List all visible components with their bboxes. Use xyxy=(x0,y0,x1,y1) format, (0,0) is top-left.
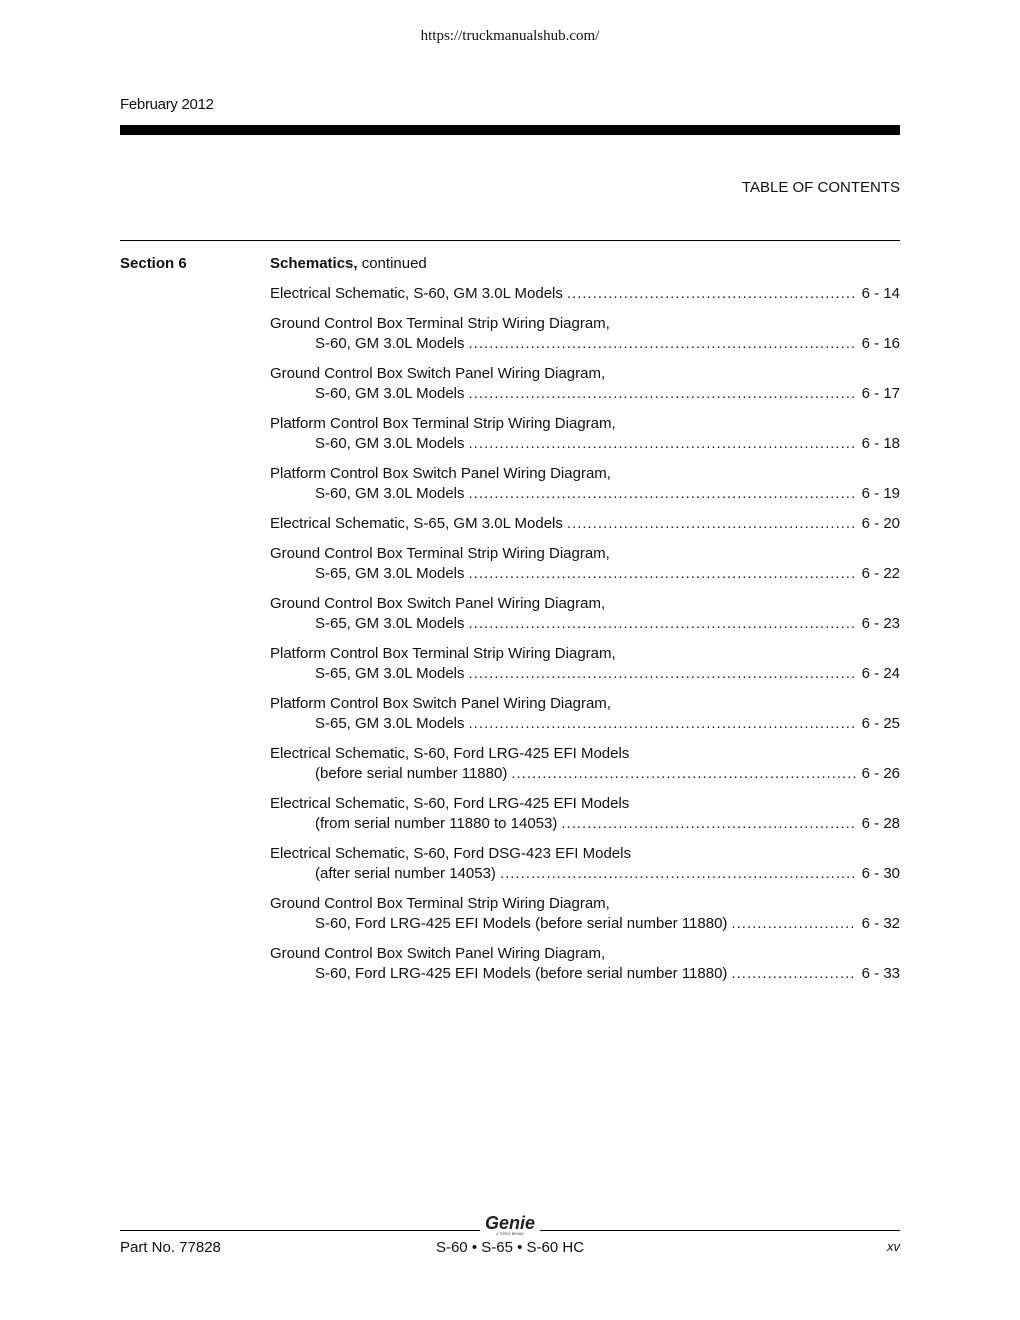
toc-entry-page: 6 - 30 xyxy=(861,865,900,882)
toc-entry xyxy=(270,544,900,584)
dot-leader xyxy=(567,284,856,304)
toc-entry-title: Platform Control Box Terminal Strip Wiring Diagram, xyxy=(270,415,616,432)
toc-entry-page: 6 - 25 xyxy=(861,715,900,732)
toc-entry-title: Platform Control Box Switch Panel Wiring Diagram, xyxy=(270,695,611,712)
toc-entry-subtitle: S-60, GM 3.0L Models xyxy=(315,435,465,452)
toc-entry-subtitle: S-65, GM 3.0L Models xyxy=(315,615,465,632)
toc-entry-subtitle: (after serial number 14053) xyxy=(315,865,496,882)
toc-entry-subtitle: S-60, GM 3.0L Models xyxy=(315,485,465,502)
toc-entry-title: Electrical Schematic, S-65, GM 3.0L Models xyxy=(270,515,563,532)
toc-entry-page: 6 - 33 xyxy=(861,965,900,982)
toc-entry xyxy=(270,794,900,834)
toc-entry-subtitle: S-60, Ford LRG-425 EFI Models (before serial number 11880) xyxy=(315,965,728,982)
toc-entry-subtitle: S-60, GM 3.0L Models xyxy=(315,335,465,352)
toc-entry-page: 6 - 18 xyxy=(861,435,900,452)
toc-entry-page: 6 - 20 xyxy=(861,515,900,532)
toc-entry-title: Ground Control Box Terminal Strip Wiring Diagram, xyxy=(270,895,610,912)
toc-entry xyxy=(270,514,900,534)
genie-logo xyxy=(478,1210,542,1236)
footer-rule-left xyxy=(120,1230,480,1231)
toc-entry-title: Platform Control Box Terminal Strip Wiring Diagram, xyxy=(270,645,616,662)
section-label: Section 6 xyxy=(120,255,187,272)
toc-entry xyxy=(270,594,900,634)
dot-leader xyxy=(511,764,855,784)
toc-entry-page: 6 - 22 xyxy=(861,565,900,582)
toc-entry-subtitle: S-65, GM 3.0L Models xyxy=(315,665,465,682)
toc-entry-title: Electrical Schematic, S-60, Ford DSG-423 EFI Models xyxy=(270,845,631,862)
toc-entry-page: 6 - 28 xyxy=(861,815,900,832)
toc-entry xyxy=(270,944,900,984)
toc-entry-subtitle: (from serial number 11880 to 14053) xyxy=(315,815,558,832)
dot-leader xyxy=(500,864,856,884)
toc-entry xyxy=(270,464,900,504)
toc-entry-subtitle: S-65, GM 3.0L Models xyxy=(315,715,465,732)
toc-entry xyxy=(270,364,900,404)
toc-entry-title: Electrical Schematic, S-60, GM 3.0L Models xyxy=(270,285,563,302)
dot-leader xyxy=(731,964,855,984)
toc-entry-title: Ground Control Box Switch Panel Wiring Diagram, xyxy=(270,365,606,382)
model-list: S-60 • S-65 • S-60 HC xyxy=(435,1239,585,1256)
page-title: TABLE OF CONTENTS xyxy=(741,179,900,196)
toc-entry xyxy=(270,894,900,934)
toc-entry-subtitle: S-60, GM 3.0L Models xyxy=(315,385,465,402)
revision-date: February 2012 xyxy=(120,96,214,113)
section-heading-title: Schematics, xyxy=(270,255,358,272)
dot-leader xyxy=(469,384,856,404)
dot-leader xyxy=(731,914,855,934)
toc-entry-title: Ground Control Box Switch Panel Wiring Diagram, xyxy=(270,945,606,962)
footer-rule-right xyxy=(540,1230,900,1231)
toc-entry-title: Ground Control Box Switch Panel Wiring Diagram, xyxy=(270,595,606,612)
toc-entry-title: Platform Control Box Switch Panel Wiring Diagram, xyxy=(270,465,611,482)
toc-entry-page: 6 - 26 xyxy=(861,765,900,782)
toc-entry xyxy=(270,414,900,454)
toc-entry xyxy=(270,644,900,684)
toc-entry xyxy=(270,694,900,734)
genie-logo-subtext: A TEREX BRAND xyxy=(496,1232,524,1236)
dot-leader xyxy=(469,484,856,504)
header-rule xyxy=(120,125,900,135)
dot-leader xyxy=(567,514,856,534)
dot-leader xyxy=(561,814,855,834)
toc-entry xyxy=(270,314,900,354)
toc-entry-page: 6 - 24 xyxy=(861,665,900,682)
toc-entry-subtitle: S-65, GM 3.0L Models xyxy=(315,565,465,582)
source-url: https://truckmanualshub.com/ xyxy=(420,28,600,44)
page-number: xv xyxy=(887,1239,900,1254)
dot-leader xyxy=(469,664,856,684)
part-number: Part No. 77828 xyxy=(120,1239,221,1256)
section-divider xyxy=(120,240,900,241)
toc-entry-page: 6 - 23 xyxy=(861,615,900,632)
dot-leader xyxy=(469,714,856,734)
toc-entry-page: 6 - 32 xyxy=(861,915,900,932)
toc-entry xyxy=(270,744,900,784)
toc-entry-title: Ground Control Box Terminal Strip Wiring Diagram, xyxy=(270,315,610,332)
toc-entry-title: Electrical Schematic, S-60, Ford LRG-425 EFI Models xyxy=(270,795,630,812)
dot-leader xyxy=(469,614,856,634)
toc-entry-subtitle: (before serial number 11880) xyxy=(315,765,508,782)
dot-leader xyxy=(469,564,856,584)
section-heading xyxy=(270,255,427,272)
toc-entries xyxy=(270,284,900,994)
toc-entry-subtitle: S-60, Ford LRG-425 EFI Models (before serial number 11880) xyxy=(315,915,728,932)
toc-entry-page: 6 - 14 xyxy=(861,285,900,302)
dot-leader xyxy=(469,434,856,454)
toc-entry-page: 6 - 16 xyxy=(861,335,900,352)
toc-entry-page: 6 - 17 xyxy=(861,385,900,402)
toc-entry-title: Electrical Schematic, S-60, Ford LRG-425 EFI Models xyxy=(270,745,630,762)
genie-logo-text: Genie xyxy=(484,1213,536,1233)
toc-entry xyxy=(270,284,900,304)
toc-entry xyxy=(270,844,900,884)
toc-entry-page: 6 - 19 xyxy=(861,485,900,502)
toc-entry-title: Ground Control Box Terminal Strip Wiring Diagram, xyxy=(270,545,610,562)
section-heading-suffix: continued xyxy=(361,255,427,272)
dot-leader xyxy=(469,334,856,354)
